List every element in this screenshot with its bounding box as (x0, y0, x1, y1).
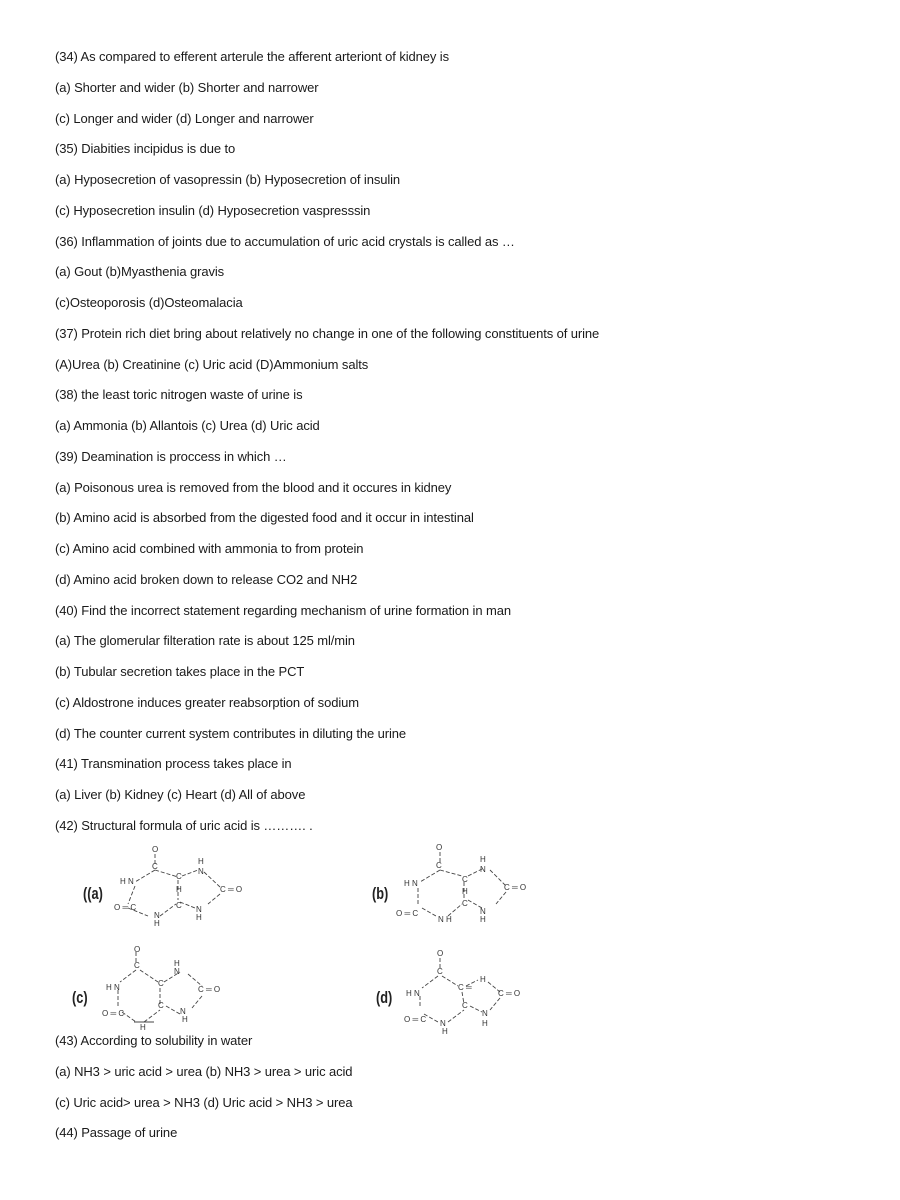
svg-text:H: H (140, 1023, 146, 1032)
chemical-structure-diagram-d (374, 944, 554, 1034)
svg-text:H N: H N (106, 983, 120, 992)
chemical-structure-diagram-a (80, 842, 260, 932)
svg-text:H: H (196, 913, 202, 922)
text-line: (a) Liver (b) Kidney (c) Heart (d) All of above (55, 787, 306, 802)
text-line: (c) Aldostrone induces greater reabsorption of sodium (55, 695, 359, 710)
svg-text:O: O (437, 949, 444, 958)
text-line: (A)Urea (b) Creatinine (c) Uric acid (D)Ammonium salts (55, 357, 369, 372)
uric-acid-structure-a (80, 842, 260, 932)
svg-text:H: H (174, 959, 180, 968)
text-line: (c)Osteoporosis (d)Osteomalacia (55, 295, 243, 310)
option-label-d: (d) (376, 988, 393, 1007)
svg-text:H: H (176, 885, 182, 894)
text-line: (c) Uric acid> urea > NH3 (d) Uric acid > NH3 > urea (55, 1095, 353, 1110)
text-line: (37) Protein rich diet bring about relatively no change in one of the following constituents of urine (55, 326, 600, 341)
svg-text:O: O (436, 843, 443, 852)
text-line: (b) Amino acid is absorbed from the digested food and it occur in intestinal (55, 510, 474, 525)
svg-text:O ═ C: O ═ C (114, 903, 137, 912)
text-line: (39) Deamination is proccess in which … (55, 449, 287, 464)
uric-acid-structure-b (370, 842, 550, 932)
svg-text:N: N (180, 1007, 186, 1016)
text-line: (a) Gout (b)Myasthenia gravis (55, 264, 225, 279)
svg-text:N: N (480, 907, 486, 916)
svg-text:N: N (482, 1009, 488, 1018)
svg-text:C: C (436, 861, 442, 870)
text-line: (c) Longer and wider (d) Longer and narrower (55, 111, 314, 126)
svg-text:N: N (196, 905, 202, 914)
text-line: (a) NH3 > uric acid > urea (b) NH3 > urea > uric acid (55, 1064, 353, 1079)
svg-text:C: C (152, 862, 158, 871)
text-line: (44) Passage of urine (55, 1125, 178, 1140)
svg-text:N: N (198, 867, 204, 876)
text-line: (c) Hyposecretion insulin (d) Hyposecretion vaspresssin (55, 203, 371, 218)
svg-text:H: H (462, 887, 468, 896)
text-line: (d) The counter current system contributes in diluting the urine (55, 726, 407, 741)
text-line: (42) Structural formula of uric acid is ………. . (55, 818, 313, 833)
uric-acid-structure-d (374, 944, 554, 1034)
svg-text:C: C (158, 1001, 164, 1010)
svg-text:C ═: C ═ (458, 983, 472, 992)
svg-text:H N: H N (404, 879, 418, 888)
svg-text:O ═ C: O ═ C (102, 1009, 125, 1018)
svg-text:H N: H N (406, 989, 420, 998)
svg-text:C ═ O: C ═ O (498, 989, 521, 998)
svg-text:C: C (176, 901, 182, 910)
svg-text:C: C (134, 961, 140, 970)
text-line: (a) Ammonia (b) Allantois (c) Urea (d) Uric acid (55, 418, 320, 433)
svg-text:C: C (462, 875, 468, 884)
svg-text:C: C (462, 1001, 468, 1010)
svg-text:N: N (154, 911, 160, 920)
text-line: (43) According to solubility in water (55, 1033, 253, 1048)
option-label-c: (c) (72, 988, 88, 1007)
text-line: (a) Hyposecretion of vasopressin (b) Hyposecretion of insulin (55, 172, 401, 187)
chemical-structure-diagram-b (370, 842, 550, 932)
svg-text:H: H (198, 857, 204, 866)
svg-text:H: H (182, 1015, 188, 1024)
svg-text:H: H (480, 975, 486, 984)
svg-text:C: C (462, 899, 468, 908)
svg-text:N: N (440, 1019, 446, 1028)
text-line: (38) the least toric nitrogen waste of urine is (55, 387, 303, 402)
svg-text:H N: H N (120, 877, 134, 886)
option-label-b: (b) (372, 884, 389, 903)
text-line: (36) Inflammation of joints due to accumulation of uric acid crystals is called as … (55, 234, 515, 249)
text-line: (c) Amino acid combined with ammonia to from protein (55, 541, 364, 556)
svg-text:O: O (134, 945, 141, 954)
svg-text:C: C (437, 967, 443, 976)
svg-text:C ═ O: C ═ O (220, 885, 243, 894)
svg-text:C ═ O: C ═ O (504, 883, 527, 892)
svg-text:C: C (176, 872, 182, 881)
text-line: (a) Poisonous urea is removed from the blood and it occures in kidney (55, 480, 452, 495)
text-line: (41) Transmination process takes place in (55, 756, 292, 771)
svg-text:H: H (480, 915, 486, 924)
svg-text:H: H (482, 1019, 488, 1028)
uric-acid-structure-c (70, 944, 250, 1034)
text-line: (34) As compared to efferent arterule the afferent arteriont of kidney is (55, 49, 449, 64)
text-line: (b) Tubular secretion takes place in the PCT (55, 664, 305, 679)
svg-text:H: H (154, 919, 160, 928)
svg-text:O: O (152, 845, 159, 854)
option-label-a: ((a) (83, 884, 103, 903)
text-line: (35) Diabities incipidus is due to (55, 141, 236, 156)
svg-text:C ═ O: C ═ O (198, 985, 221, 994)
text-line: (40) Find the incorrect statement regarding mechanism of urine formation in man (55, 603, 511, 618)
svg-text:N: N (480, 865, 486, 874)
svg-text:N: N (174, 967, 180, 976)
text-line: (a) Shorter and wider (b) Shorter and narrower (55, 80, 319, 95)
svg-text:C: C (158, 979, 164, 988)
svg-text:N H: N H (438, 915, 452, 924)
svg-text:H: H (480, 855, 486, 864)
text-line: (d) Amino acid broken down to release CO2 and NH2 (55, 572, 358, 587)
text-line: (a) The glomerular filteration rate is about 125 ml/min (55, 633, 355, 648)
svg-text:O ═ C: O ═ C (396, 909, 419, 918)
svg-text:O ═ C: O ═ C (404, 1015, 427, 1024)
svg-text:H: H (442, 1027, 448, 1034)
chemical-structure-diagram-c (70, 944, 250, 1034)
